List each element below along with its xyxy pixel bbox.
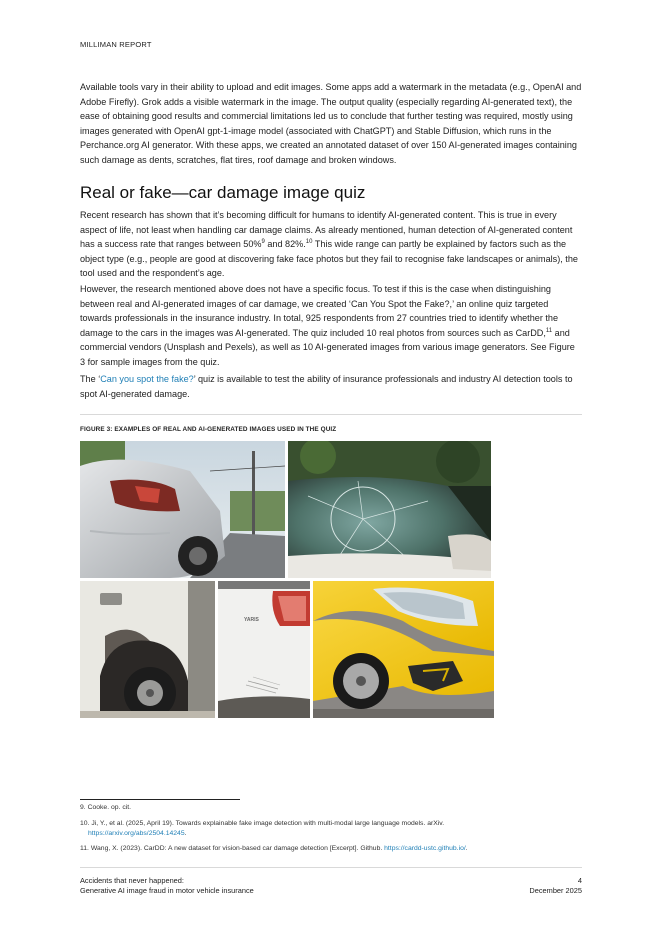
footer-line-2: Generative AI image fraud in motor vehicle insurance bbox=[80, 886, 254, 895]
report-header: MILLIMAN REPORT bbox=[80, 40, 152, 49]
photo-yellow-car-bumper bbox=[313, 581, 494, 718]
footnote-11-text: Wang, X. (2023). CarDD: A new dataset for vision-based car damage detection [Excerpt]. Github. bbox=[90, 845, 383, 852]
quiz-paragraph-2 bbox=[80, 282, 582, 370]
p2-text-b: and commercial vendors (Unsplash and Pexels), as well as 10 AI-generated images from various image generators. See Figure 3 for sample images from the quiz. bbox=[80, 327, 575, 367]
photo-silver-car-taillight bbox=[80, 441, 285, 578]
photo-white-car-windshield bbox=[288, 441, 491, 578]
footer-divider bbox=[80, 867, 582, 868]
photo-white-yaris-scratch bbox=[218, 581, 310, 718]
p3-text-b: ’ quiz is available to test the ability of insurance professionals and industry AI detection tools to spot AI-generated damage. bbox=[80, 374, 573, 399]
intro-paragraph: Available tools vary in their ability to upload and edit images. Some apps add a watermark in the metadata (e.g., OpenAI and Adobe Firefly). Grok adds a visible watermark in the image. The output quality (especially regarding AI-generated text), the ease of obtaining good results and commercial limitations led us to conclude that further testing was required, mostly using images generated with OpenAI gpt-1-image model (associated with ChatGPT) and Stable Diffusion, which runs in the Perchance.org AI generator. With these apps, we created an annotated dataset of over 150 AI-generated images containing such damage as dents, scratches, flat tires, roof damage and broken windows. bbox=[80, 82, 582, 165]
p3-text-a: The ‘ bbox=[80, 374, 101, 384]
footer-right bbox=[529, 876, 582, 896]
footnote-11: 11. Wang, X. (2023). CarDD: A new dataset for vision-based car damage detection [Excerpt]. Github. https://cardd-ustc.github.io/. bbox=[80, 845, 468, 852]
p1-text-b: and 82%. bbox=[264, 239, 306, 250]
footer-date: December 2025 bbox=[529, 886, 582, 895]
figure-title: FIGURE 3: EXAMPLES OF REAL AND AI-GENERATED IMAGES USED IN THE QUIZ bbox=[80, 426, 337, 433]
p2-text-a: However, the research mentioned above does not have a specific focus. To test if this is the case when distinguishing between real and AI-generated images of car damage, we created ‘Can You Spot the Fake?,’ an online quiz targeted towards professionals in the insurance industry. In total, 925 respondents from 27 countries tried to identify whether the damage to the cars in the images was AI-generated. The quiz included 10 real photos from sources such as CarDD, bbox=[80, 284, 559, 338]
footnote-ref-9[interactable]: 9 bbox=[261, 239, 265, 246]
quiz-paragraph-3 bbox=[80, 372, 582, 401]
quiz-link[interactable]: Can you spot the fake? bbox=[100, 374, 194, 384]
footer-line-1: Accidents that never happened: bbox=[80, 876, 184, 885]
footnote-11-link[interactable]: https://cardd-ustc.github.io/ bbox=[384, 845, 466, 852]
footnote-9-num: 9. bbox=[80, 804, 86, 811]
p1-text-c: This wide range can partly be explained by factors such as the object type (e.g., people are good at discovering fake face photos but they fail to recognise fake landscapes or animals), the tool used and the respondent’s age. bbox=[80, 239, 578, 279]
footnote-rule bbox=[80, 799, 240, 800]
footnote-9 bbox=[80, 803, 550, 813]
yaris-badge: YARIS bbox=[244, 617, 259, 623]
quiz-paragraph-1 bbox=[80, 208, 582, 281]
footnote-10-link[interactable]: https://arxiv.org/abs/2504.14245 bbox=[88, 830, 185, 837]
p1-text-a: Recent research has shown that it’s becoming difficult for humans to identify AI-generated content. This is true in every aspect of life, not least when handling car damage claims. As already mentioned, human detection of AI-generated content has a success rate that ranges between 50% bbox=[80, 210, 573, 250]
section-heading: Real or fake—car damage image quiz bbox=[80, 183, 366, 202]
page-number: 4 bbox=[577, 876, 582, 885]
footnote-ref-10[interactable]: 10 bbox=[305, 239, 313, 246]
footnote-ref-11[interactable]: 11 bbox=[545, 327, 553, 334]
footnote-11-num: 11. bbox=[80, 845, 89, 852]
footnote-10-num: 10. bbox=[80, 820, 90, 827]
footnote-10: 10. Ji, Y., et al. (2025, April 19). Towards explainable fake image detection with multi-modal large language models. arXiv. https://arxiv.org/abs/2504.14245. bbox=[80, 820, 445, 837]
footer-title bbox=[80, 876, 254, 896]
footnote-10-text: Ji, Y., et al. (2025, April 19). Towards explainable fake image detection with multi-modal large language models. arXiv. bbox=[91, 820, 445, 827]
footnote-9-text: Cooke. op. cit. bbox=[87, 804, 132, 811]
photo-white-van-rust bbox=[80, 581, 215, 718]
figure-divider bbox=[80, 414, 582, 415]
